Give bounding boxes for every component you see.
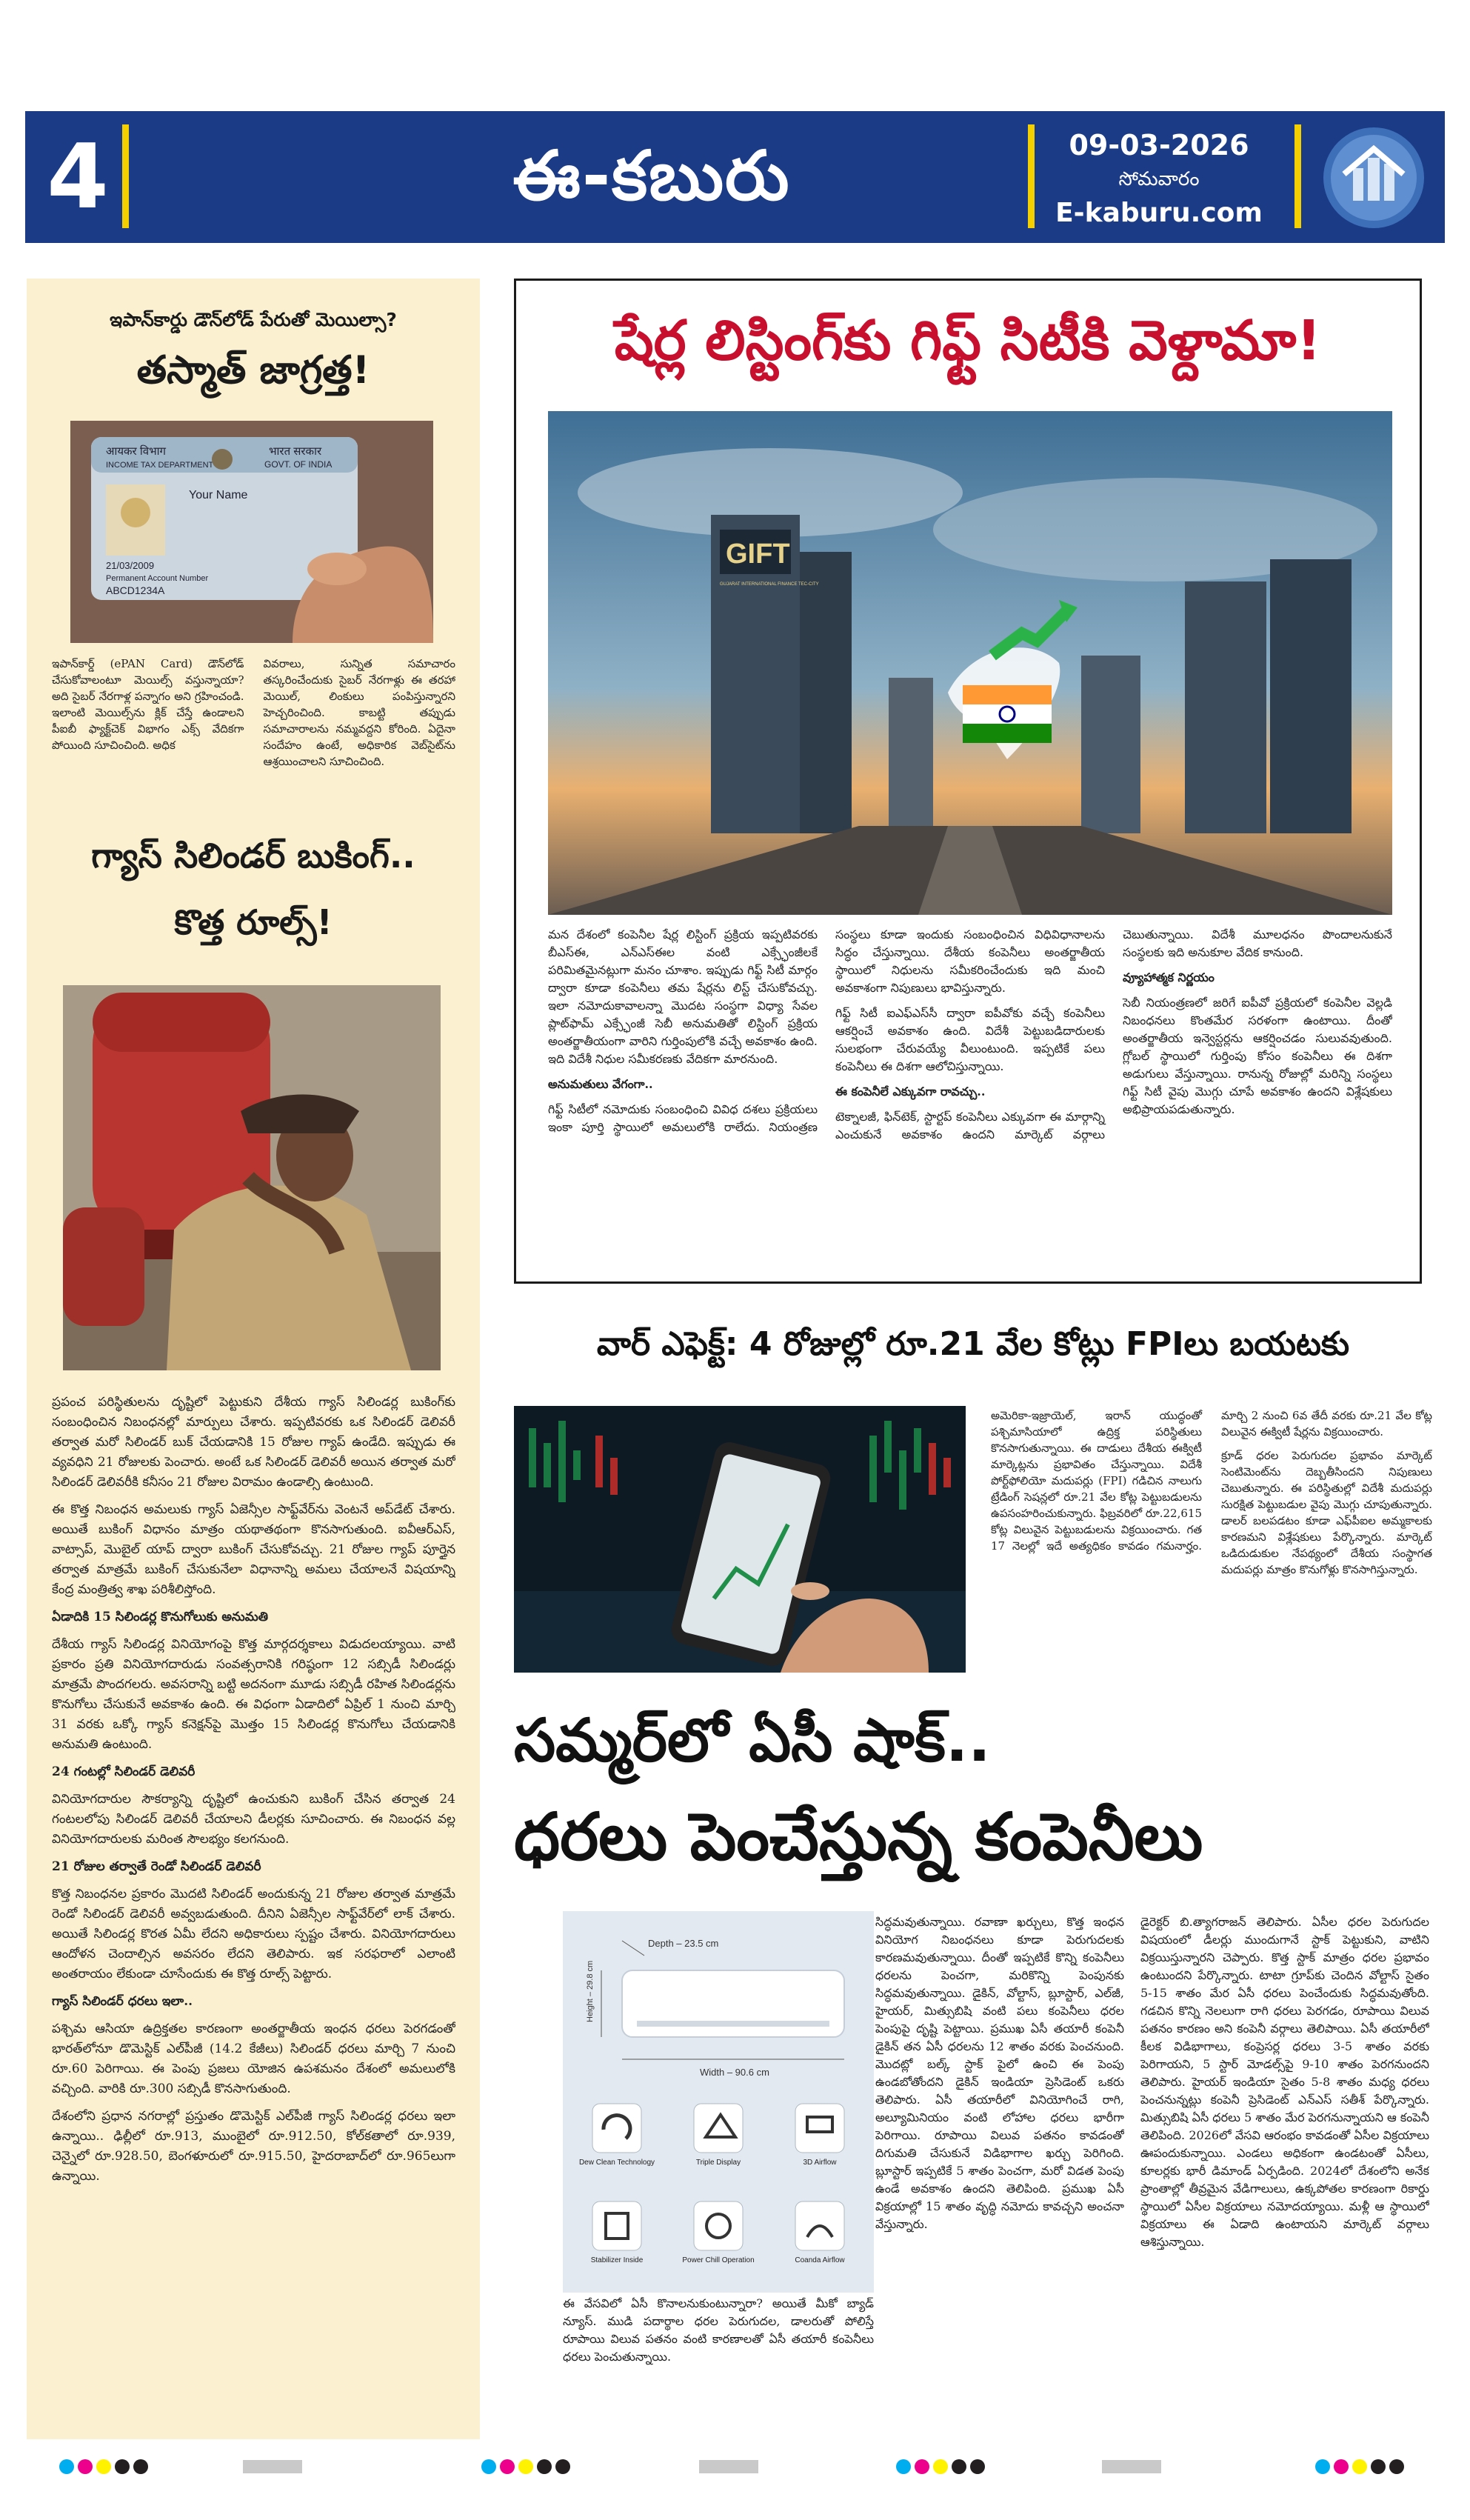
gift-building-sign: GIFT (726, 539, 790, 570)
ac-body-right: డైరెక్టర్ బి.త్యాగరాజన్ తెలిపారు. ఏసీల ధరల పెరుగుదల విషయంలో డీలర్లు ముందుగానే స్టాక్ పెట్టుకుని, వాటిని విక్రయిస్తున్నారని చెప్పారు. కొత్త స్టాక్ మాత్రం ధరల ప్రభావం ఉంటుందని పేర్కొన్నారు. టాటా గ్రూప్‌కు చెందిన వోల్టాస్ సైతం 5-15 శాతం మేర ఏసీ ధరలు పెంచేందుకు సిద్ధమవుతోంది. గడచిన కొన్ని నెలలుగా రాగి ధరలు పెరగడం, రూపాయి విలువ పతనం కారణం అని కంపెనీ వర్గాలు తెలిపాయి. ఏసీ తయారీలో కీలక విడిభాగాలు, కంప్రెసర్ల ధరలు 3-5 శాతం వరకు పెరిగాయని, 5 స్టార్ మోడల్స్‌పై 9-10 శాతం పెరగనుందని తెలిపారు. హైయర్ ఇండియా సైతం 5-8 శాతం మధ్య ధరలు పెంచనున్నట్లు కంపెనీ ప్రెసిడెంట్ ఎన్ఎస్ సతీశ్ పేర్కొన్నారు. మిత్సుబిషి ఏసీ ధరలు 5 శాతం మేర పెరగనున్నాయని ఆ కంపెనీ తెలిపింది. 2026లో వేసవి ఆరంభం కావడంతో ఏసీల విక్రయాలు ఊపందుకున్నాయి. ఎండలు అధికంగా ఉండటంతో ఏసీలు, కూలర్లకు భారీ డిమాండ్ ఏర్పడింది. 2024లో దేశంలోని అనేక ప్రాంతాల్లో తీవ్రమైన వేడిగాలులు, ఉక్కపోతల కారణంగా రికార్డు స్థాయిలో ఏసీల విక్రయాలు నమోదయ్యాయి. మళ్లీ ఆ స్థాయిలో విక్రయాలు ఈ ఏడాది ఉంటాయని మార్కెట్ వర్గాలు ఆశిస్తున్నాయి. (1140, 1915, 1429, 2249)
reg-dot (555, 2459, 570, 2474)
registration-grey-bar (699, 2458, 758, 2476)
reg-dot (1334, 2459, 1349, 2474)
registration-grey-bar (1102, 2458, 1161, 2476)
ac-feature-label: 3D Airflow (803, 2159, 837, 2167)
pan-number: ABCD1234A (106, 584, 165, 596)
masthead-divider (122, 124, 129, 228)
gas-paragraph: ప్రపంచ పరిస్థితులను దృష్టిలో పెట్టుకుని దేశీయ గ్యాస్ సిలిండర్ల బుకింగ్‌కు సంబంధించిన నిబంధనల్లో మార్పులు చేశారు. ఇప్పటివరకు ఒక సిలిండర్ డెలివరీ తర్వాత మరో సిలిండర్ బుక్ చేయడానికి 15 రోజుల గ్యాప్ ఉండేది. ఇప్పుడు ఈ వ్యవధిని 21 రోజులకు పెంచారు. అంటే ఒక సిలిండర్ డెలివరీ అయిన తర్వాత మరో సిలిండర్ డెలివరీకి కనీసం 21 రోజుల విరామం ఉండాల్సి ఉంటుంది. (52, 1395, 455, 1490)
gas-subhead: గ్యాస్ సిలిండర్ ధరలు ఇలా.. (52, 1994, 193, 2009)
gift-paragraph: టెక్నాలజీ, ఫిన్‌టెక్, స్టార్టప్ కంపెనీలు ఎక్కువగా ఈ మార్గాన్ని ఎంచుకునే అవకాశం ఉందని మార్కెట్ వర్గాలు చెబుతున్నాయి. విదేశీ మూలధనం పొందాలనుకునే సంస్థలకు ఇది అనుకూల వేదిక కానుంది. (835, 927, 1392, 1141)
reg-dot (1389, 2459, 1404, 2474)
gift-city-skyline-photo (548, 411, 1392, 915)
pan-date: 21/03/2009 (106, 560, 155, 571)
reg-dot (59, 2459, 74, 2474)
gas-paragraph: దేశంలోని ప్రధాన నగరాల్లో ప్రస్తుతం డొమెస్టిక్ ఎల్‌పీజీ గ్యాస్ సిలిండర్ల ధరలు ఇలా ఉన్నాయి.. ఢిల్లీలో రూ.913, ముంబైలో రూ.912.50, కోల్‌కతాలో రూ.939, చెన్నైలో రూ.928.50, బెంగళూరులో రూ.915.50, హైదరాబాద్‌లో రూ.965లుగా ఉన్నాయి. (52, 2109, 455, 2184)
masthead-title: ఈ-కబురు (512, 136, 791, 216)
gift-headline: షేర్ల లిస్టింగ్‌కు గిఫ్ట్ సిటీకి వెళ్దామా! (614, 309, 1322, 373)
ac-feature-label: Triple Display (695, 2159, 741, 2167)
pan-card-photo (70, 421, 433, 643)
reg-dot (1352, 2459, 1367, 2474)
gas-paragraph: కొత్త నిబంధనల ప్రకారం మొదటి సిలిండర్ అందుకున్న 21 రోజుల తర్వాత మాత్రమే రెండో సిలిండర్ డెలివరీ అవ్వబడుతుంది. దీనిని ఏజెన్సీల సాఫ్ట్‌వేర్‌లో లాక్ చేశారు. అయితే సిలిండర్ల కొరత ఏమీ లేదని అధికారులు స్పష్టం చేశారు. వినియోగదారులు ఆందోళన చెందాల్సిన అవసరం లేదని తెలిపారు. ఇక సరఫరాలో ఎలాంటి అంతరాయం లేకుండా చూసేందుకు ఈ కొత్త రూల్స్ పెట్టారు. (52, 1887, 455, 1981)
gift-paragraph: గిఫ్ట్ సిటీలో నమోదుకు సంబంధించి వివిధ దశలు ప్రక్రియలు ఇంకా పూర్తి స్థాయిలో అమలులోకి రాలేదు. నియంత్రణ సంస్థలు కూడా ఇందుకు సంబంధించిన విధివిధానాలను సిద్ధం చేస్తున్నాయి. దేశీయ కంపెనీలు అంతర్జాతీయ స్థాయిలో నిధులను సమీకరించేందుకు ఇది మంచి అవకాశంగా నిపుణులు భావిస్తున్నారు. (548, 927, 1105, 1134)
reg-dot (1371, 2459, 1386, 2474)
gift-paragraph: గిఫ్ట్ సిటీ ఐఎఫ్ఎస్‌సీ ద్వారా ఐపీవోకు వచ్చే కంపెనీలు ఆకర్షించే అవకాశం ఉంది. విదేశీ పెట్టుబడిదారులకు సులభంగా చేరువయ్యే వీలుంటుంది. ఇప్పటికే పలు కంపెనీలు ఈ దిశగా ఆలోచిస్తున్నాయి. (835, 1006, 1105, 1073)
gas-subhead: 24 గంటల్లో సిలిండర్ డెలివరీ (52, 1764, 196, 1779)
ac-feature-label: Power Chill Operation (682, 2256, 755, 2264)
ac-spec-height: Height – 29.8 cm (586, 1960, 595, 2022)
gas-headline-line2: కొత్త రూల్స్! (174, 902, 333, 942)
pan-govt-hi: भारत सरकार (269, 445, 322, 458)
gas-paragraph: పశ్చిమ ఆసియా ఉద్రిక్తతల కారణంగా అంతర్జాతీయ ఇంధన ధరలు పెరగడంతో భారత్‌లోనూ డొమెస్టిక్ ఎల్‌పీజీ (14.2 కేజీలు) సిలిండర్ ధరలు మార్చి 7 నుంచి రూ.60 పెరిగాయి. ఈ పెంపు ప్రజలు యోజిన ఉపశమనం దేశంలో అమలులోకి వచ్చింది. వారికి రూ.300 సబ్సిడీ కొనసాగుతుంది. (52, 2021, 455, 2096)
gas-paragraph: దేశీయ గ్యాస్ సిలిండర్ల వినియోగంపై కొత్త మార్గదర్శకాలు విడుదలయ్యాయి. వాటి ప్రకారం ప్రతి వినియోగదారుడు సంవత్సరానికి గరిష్ఠంగా 12 సబ్సిడీ సిలిండర్లు మాత్రమే పొందగలరు. అవసరాన్ని బట్టి అదనంగా మూడు సబ్సిడీ రహిత సిలిండర్లను కొనుగోలు చేసుకునే అవకాశం ఉంది. ఈ విధంగా ఏడాదిలో ఏప్రిల్ 1 నుంచి మార్చి 31 వరకు ఒక్కో గ్యాస్ కనెక్షన్‌పై మొత్తం 15 సిలిండర్ల కొనుగోలు చేయడానికి అనుమతి ఉంటుంది. (52, 1637, 455, 1752)
gift-subhead: అనుమతులు వేగంగా.. (548, 1077, 653, 1091)
reg-dot (96, 2459, 111, 2474)
gift-body (548, 926, 1392, 1274)
ac-body-middle: సిద్ధమవుతున్నాయి. రవాణా ఖర్చులు, కొత్త ఇంధన వినియోగ నిబంధనలు కూడా పెరుగుదలకు కారణమవుతున్నాయి. దీంతో ఇప్పటికే కొన్ని కంపెనీలు ధరలను పెంచగా, మరికొన్ని పెంపునకు సిద్ధమవుతున్నాయి. డైకిన్, వోల్టాస్, బ్లూస్టార్, ఎల్‌జీ, హైయర్, మిత్సుబిషి వంటి పలు కంపెనీలు ధరల పెంపుపై దృష్టి పెట్టాయి. ప్రముఖ ఏసీ తయారీ కంపెనీ డైకిన్ తన ఏసీ ధరలను 12 శాతం వరకు పెంచనుంది. మొదట్లో బల్క్ స్టాక్ పైలో ఉంచి ఈ పెంపు ఉండబోతోందని డైకిన్ ఇండియా ప్రెసిడెంట్ ఒకరు తెలిపారు. ఏసీ తయారీలో వినియోగించే రాగి, అల్యూమినియం వంటి లోహాల ధరలు భారీగా పెరిగాయి. రూపాయి విలువ పతనం కావడంతో దిగుమతి చేసుకునే విడిభాగాల ఖర్చు పెరిగింది. బ్లూస్టార్ ఇప్పటికే 5 శాతం పెంచగా, మరో విడత పెంపు ఉండే అవకాశం ఉందని తెలిపింది. ప్రముఖ ఏసీ విక్రయాల్లో 15 శాతం వృద్ధి నమోదు కావచ్చని అంచనా వేస్తున్నారు. (875, 1915, 1124, 2231)
reg-dot (952, 2459, 966, 2474)
gas-body (52, 1393, 455, 2430)
gas-paragraph: వినియోగదారుల సౌకర్యాన్ని దృష్టిలో ఉంచుకుని బుకింగ్ చేసిన తర్వాత 24 గంటలలోపు సిలిండర్ డెలివరీ చేయాలని డీలర్లకు సూచించారు. ఈ నిబంధన వల్ల వినియోగదారులకు మరింత సౌలభ్యం కలగనుంది. (52, 1792, 455, 1847)
ac-feature-label: Stabilizer Inside (590, 2256, 644, 2264)
gift-subhead: వ్యూహాత్మక నిర్ణయం (1123, 970, 1215, 984)
registration-mark (1315, 2458, 1404, 2476)
epan-headline: తస్మాత్ జాగ్రత్త! (136, 348, 370, 393)
reg-dot (933, 2459, 948, 2474)
gift-paragraph: మన దేశంలో కంపెనీల షేర్ల లిస్టింగ్ ప్రక్రియ ఇప్పటివరకు బీఎస్ఈ, ఎన్ఎస్ఈల వంటి ఎక్స్ఛేంజీలకే పరిమితమైనట్లుగా మనం చూశాం. ఇప్పుడు గిఫ్ట్ సిటీ మార్గం ద్వారా కూడా కంపెనీలు తమ షేర్లను లిస్ట్ చేసుకోవచ్చు. ఇలా నమోదుకావాలన్నా మొదట సంస్థగా విధ్యా సేవల ప్లాట్‌ఫామ్ ఎక్స్ఛేంజీ సెబీ అనుమతితో లిస్టింగ్ ప్రక్రియ అంతర్జాతీయంగా వారిని గుర్తింపులోకి వచ్చే అవకాశం ఉంది. ఇది విదేశీ నిధుల సమీకరణకు వేదికగా మారనుంది. (548, 927, 818, 1066)
website-link[interactable]: E-kaburu.com (1055, 198, 1263, 228)
ac-feature-label: Coanda Airflow (795, 2256, 845, 2264)
ac-caption: ఈ వేసవిలో ఏసీ కొనాలనుకుంటున్నారా? అయితే మీకో బ్యాడ్ న్యూస్. ముడి పదార్థాల ధరల పెరుగుదల, డాలరుతో పోలిస్తే రూపాయి విలువ పతనం వంటి కారణాలతో ఏసీ తయారీ కంపెనీలు ధరలు పెంచుతున్నాయి. (563, 2296, 874, 2364)
epan-paragraph: ఇపాన్‌కార్డ్ (ePAN Card) డౌన్‌లోడ్ చేసుకోవాలంటూ మెయిల్స్ వస్తున్నాయా? అది సైబర్ నేరగాళ్ల పన్నాగం అని గ్రహించండి. ఇలాంటి మెయిల్స్‌ను క్లిక్ చేస్తే ఉండాలని పీఐబీ ఫ్యాక్ట్‌చెక్ విభాగం ఎక్స్ వేదికగా పోయింది సూచించింది. అధిక (52, 657, 244, 752)
fpi-headline: వార్ ఎఫెక్ట్: 4 రోజుల్లో రూ.21 వేల కోట్లు FPIలు బయటకు (596, 1325, 1350, 1363)
pan-dept-hi: आयकर विभाग (106, 445, 166, 458)
registration-mark (59, 2458, 148, 2476)
reg-dot (115, 2459, 130, 2474)
air-conditioner-product-photo (563, 1911, 874, 2293)
issue-day: సోమవారం (1118, 168, 1200, 190)
registration-mark (481, 2458, 570, 2476)
reg-dot (1315, 2459, 1330, 2474)
pan-dept-en: INCOME TAX DEPARTMENT (106, 461, 214, 470)
ac-spec-width: Width – 90.6 cm (700, 2067, 769, 2078)
newspaper-logo-icon (1314, 122, 1433, 233)
gas-subhead: 21 రోజుల తర్వాతే రెండో సిలిండర్ డెలివరీ (52, 1859, 261, 1874)
stock-market-phone-photo (514, 1406, 966, 1673)
gift-subhead: ఈ కంపెనీలే ఎక్కువగా రావచ్చు.. (835, 1084, 986, 1099)
gas-headline-line1: గ్యాస్ సిలిండర్ బుకింగ్.. (91, 836, 415, 876)
ac-spec-depth: Depth – 23.5 cm (648, 1938, 719, 1949)
date-block (1033, 126, 1285, 237)
pan-name: Your Name (189, 489, 248, 501)
issue-date: 09-03-2026 (1069, 129, 1249, 161)
reg-dot (481, 2459, 496, 2474)
reg-dot (78, 2459, 93, 2474)
pan-govt-en: GOVT. OF INDIA (264, 459, 333, 470)
registration-grey-bar (243, 2458, 302, 2476)
ac-feature-label: Dew Clean Technology (578, 2159, 655, 2167)
epan-paragraph: వివరాలు, సున్నిత సమాచారం తస్కరించేందుకు సైబర్ నేరగాళ్లు ఈ తరహా మెయిల్, లింకులు పంపిస్తున్నారని హెచ్చరించింది. కాబట్టి తప్పుడు సమాచారాలను నమ్మవద్దని కోరింది. ఏదైనా సందేహం ఉంటే, అధికారిక వెబ్‌సైట్‌ను ఆశ్రయించాలని సూచించింది. (263, 657, 455, 768)
reg-dot (133, 2459, 148, 2474)
ac-headline-line1: సమ్మర్‌లో ఏసీ షాక్.. (514, 1706, 991, 1775)
gas-paragraph: ఈ కొత్త నిబంధన అమలుకు గ్యాస్ ఏజెన్సీల సాఫ్ట్‌వేర్‌ను వెంటనే అప్‌డేట్ చేశారు. అయితే బుకింగ్ విధానం మాత్రం యథాతథంగా కొనసాగుతుంది. ఐవీఆర్ఎస్, వాట్సాప్, మొబైల్ యాప్ ద్వారా బుకింగ్ చేసుకోవచ్చు. 21 రోజుల గ్యాప్ పూర్తైన తర్వాత మాత్రమే బుకింగ్ చేసుకునేలా విధానాన్ని అమలు చేయాలనే విషయాన్ని కేంద్ర మంత్రిత్వ శాఖ పరిశీలిస్తోంది. (52, 1502, 455, 1597)
page-number: 4 (47, 126, 109, 229)
fpi-body (991, 1407, 1432, 1674)
epan-kicker: ఇపాన్‌కార్డు డౌన్‌లోడ్ పేరుతో మెయిల్సా? (110, 309, 397, 330)
masthead-divider (1294, 124, 1301, 228)
gas-cylinder-delivery-photo (63, 985, 441, 1370)
ac-headline-line2: ధరలు పెంచేస్తున్న కంపెనీలు (514, 1799, 1203, 1875)
reg-dot (537, 2459, 552, 2474)
reg-dot (915, 2459, 929, 2474)
fpi-paragraph: క్రూడ్ ధరల పెరుగుదల ప్రభావం మార్కెట్ సెంటిమెంట్‌ను దెబ్బతీసిందని నిపుణులు చెబుతున్నారు. ఈ పరిస్థితుల్లో విదేశీ మదుపర్లు సురక్షిత పెట్టుబడుల వైపు మొగ్గు చూపుతున్నారు. డాలర్ బలపడటం కూడా ఎఫ్‌పీఐల అమ్మకాలకు కారణమని విశ్లేషకులు పేర్కొన్నారు. మార్కెట్ ఒడిదుడుకుల నేపథ్యంలో దేశీయ సంస్థాగత మదుపర్లు మాత్రం కొనుగోళ్లు కొనసాగిస్తున్నారు. (1221, 1449, 1432, 1576)
gas-subhead: ఏడాదికి 15 సిలిండర్ల కొనుగోలుకు అనుమతి (52, 1610, 269, 1624)
reg-dot (500, 2459, 515, 2474)
reg-dot (970, 2459, 985, 2474)
registration-mark (896, 2458, 985, 2476)
gift-building-subsign: GUJARAT INTERNATIONAL FINANCE TEC-CITY (720, 582, 819, 587)
pan-label: Permanent Account Number (106, 574, 209, 583)
gift-paragraph: సెబీ నియంత్రణలో జరిగే ఐపీవో ప్రక్రియలో కంపెనీల వెల్లడి నిబంధనలు కొంతమేర సరళంగా ఉంటాయి. దీంతో అంతర్జాతీయ ఇన్వెస్టర్లను ఆకర్షించడం సులువవుతుంది. గ్లోబల్ స్థాయిలో గుర్తింపు కోసం కంపెనీలు ఈ దిశగా అడుగులు వేస్తున్నాయి. రానున్న రోజుల్లో మరిన్ని సంస్థలు గిఫ్ట్ సిటీ వైపు మొగ్గు చూపే అవకాశం ఉందని విశ్లేషకులు అభిప్రాయపడుతున్నారు. (1123, 996, 1392, 1116)
epan-body (52, 656, 455, 781)
fpi-paragraph: అమెరికా-ఇజ్రాయెల్, ఇరాన్ యుద్ధంతో పశ్చిమాసియాలో ఉద్రిక్త పరిస్థితులు కొనసాగుతున్నాయి. ఈ దాడులు దేశీయ ఈక్విటీ మార్కెట్లను ప్రభావితం చేస్తున్నాయి. విదేశీ పోర్ట్‌ఫోలియో మదుపర్లు (FPI) గడిచిన నాలుగు ట్రేడింగ్ సెషన్లలో రూ.21 వేల కోట్ల పెట్టుబడులను ఉపసంహరించుకున్నారు. ఫిబ్రవరిలో రూ.22,615 కోట్ల విలువైన పెట్టుబడులను విక్రయించారు. గత 17 నెలల్లో ఇదే అత్యధికం కావడం గమనార్హం. మార్చి 2 నుంచి 6వ తేదీ వరకు రూ.21 వేల కోట్ల విలువైన ఈక్విటీ షేర్లను విక్రయించారు. (991, 1409, 1432, 1553)
reg-dot (518, 2459, 533, 2474)
reg-dot (896, 2459, 911, 2474)
